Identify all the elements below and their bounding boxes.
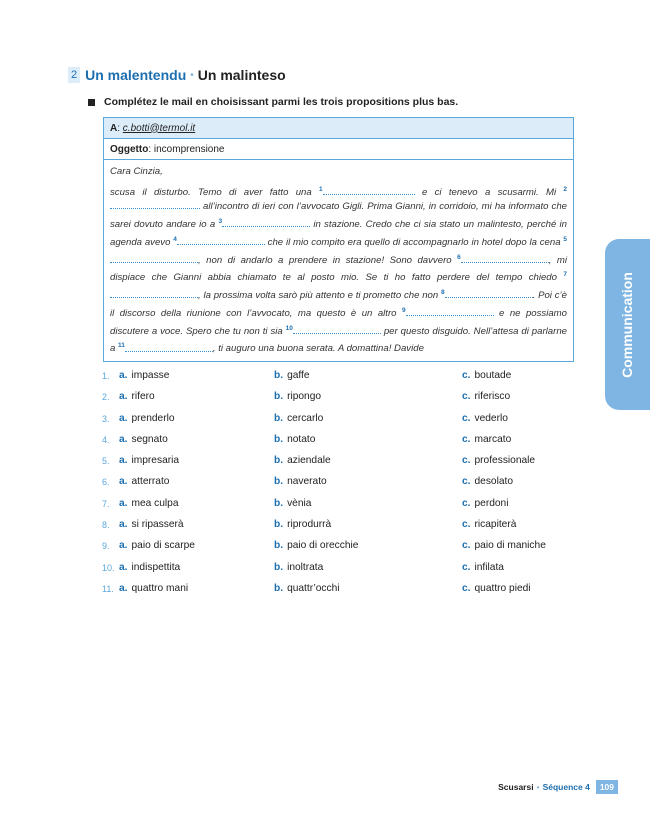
option-a[interactable] <box>119 455 179 466</box>
mail-segment: in stazione. Credo che ci sia stato un malintesto, perché in agenda avevo <box>110 219 567 248</box>
choice-row <box>102 562 562 583</box>
answer-blank[interactable] <box>177 236 265 245</box>
answer-blank[interactable] <box>110 254 198 263</box>
mail-greeting: Cara Cinzia, <box>110 166 163 177</box>
option-text: impasse <box>131 370 170 381</box>
option-letter: b. <box>274 519 284 531</box>
option-b[interactable] <box>274 370 310 381</box>
blank-number: 6 <box>457 253 461 261</box>
option-a[interactable] <box>119 391 155 402</box>
option-c[interactable] <box>462 455 535 466</box>
choice-number: 11. <box>102 583 114 594</box>
option-letter: b. <box>274 540 284 552</box>
blank-number: 1 <box>319 185 323 193</box>
mail-text <box>110 183 567 358</box>
option-a[interactable] <box>119 583 188 594</box>
footer-unit: Scusarsi <box>498 782 534 792</box>
mail-segment: e ci tenevo a scusarmi. Mi <box>414 186 564 198</box>
option-a[interactable] <box>119 476 169 487</box>
option-letter: c. <box>462 455 471 467</box>
option-c[interactable] <box>462 476 513 487</box>
answer-blank[interactable] <box>110 289 198 298</box>
option-c[interactable] <box>462 498 509 509</box>
blank-number: 7 <box>563 271 567 279</box>
option-letter: a. <box>119 519 128 531</box>
blank-number: 9 <box>401 306 406 314</box>
answer-blank[interactable] <box>125 343 213 352</box>
option-letter: a. <box>119 582 128 594</box>
option-b[interactable] <box>274 391 321 402</box>
subject-label: Oggetto <box>110 143 149 155</box>
option-letter: c. <box>462 476 471 488</box>
mail-segment: scusa il disturbo. Temo di aver fatto una <box>110 186 320 198</box>
option-letter: c. <box>462 582 471 594</box>
option-text: marcato <box>474 433 512 445</box>
option-letter: a. <box>119 540 128 552</box>
choice-row <box>102 391 562 412</box>
option-text: si ripasserà <box>131 519 184 531</box>
title-separator: • <box>190 69 194 81</box>
option-a[interactable] <box>119 519 184 530</box>
exercise-number: 2 <box>68 67 80 83</box>
option-c[interactable] <box>462 370 511 381</box>
option-letter: b. <box>274 412 284 424</box>
option-text: prenderlo <box>131 412 175 424</box>
choice-number: 2. <box>102 392 110 403</box>
option-letter: b. <box>274 497 284 509</box>
title-italian: Un malinteso <box>197 67 286 83</box>
option-c[interactable] <box>462 562 504 573</box>
option-text: indispettita <box>131 561 181 573</box>
option-letter: c. <box>462 540 471 552</box>
option-text: quattro mani <box>131 582 189 594</box>
option-text: riferisco <box>474 391 511 403</box>
option-text: naverato <box>287 476 327 488</box>
option-letter: c. <box>462 519 471 531</box>
option-text: atterrato <box>131 476 170 488</box>
option-text: paio di maniche <box>474 540 546 552</box>
option-b[interactable] <box>274 519 331 530</box>
blank-number: 5 <box>563 235 567 243</box>
blank-number: 11 <box>118 342 125 350</box>
option-letter: b. <box>274 582 284 594</box>
option-text: vederlo <box>474 412 508 424</box>
option-letter: c. <box>462 561 471 573</box>
choice-number: 5. <box>102 456 110 467</box>
option-letter: b. <box>274 455 284 467</box>
option-letter: a. <box>119 561 128 573</box>
answer-blank[interactable] <box>445 289 533 298</box>
option-text: boutade <box>474 370 512 381</box>
option-c[interactable] <box>462 540 546 551</box>
option-c[interactable] <box>462 391 510 402</box>
option-letter: c. <box>462 370 471 381</box>
option-b[interactable] <box>274 583 340 594</box>
mail-segment: , mi dispiace che Gianni abbia chiamato te al posto mio. Se ti ho fatto perdere del tempo chiedo <box>110 254 567 284</box>
email-box <box>103 117 574 362</box>
choice-row <box>102 413 562 434</box>
choice-row <box>102 455 562 476</box>
option-letter: a. <box>119 433 128 445</box>
page-number: 109 <box>596 780 618 794</box>
side-tab-label: Communication <box>619 272 635 378</box>
option-text: infilata <box>474 561 504 573</box>
choice-number: 7. <box>102 498 110 509</box>
choice-number: 1. <box>102 371 110 381</box>
answer-blank[interactable] <box>461 254 549 263</box>
option-text: mea culpa <box>131 497 179 509</box>
footer-separator: • <box>536 782 540 792</box>
choice-row <box>102 476 562 497</box>
option-text: aziendale <box>287 455 331 467</box>
option-b[interactable] <box>274 562 323 573</box>
option-b[interactable] <box>274 455 331 466</box>
option-b[interactable] <box>274 413 323 424</box>
mail-segment: all’incontro di ieri con l’avvocato Gigli. Prima Gianni, in corridoio, mi ha informato che sarei dovuto andare io a <box>110 201 567 231</box>
option-a[interactable] <box>119 498 179 509</box>
mail-segment: , non di andarlo a prendere in stazione! Sono davvero <box>198 254 458 266</box>
choice-row <box>102 540 562 561</box>
choice-number: 6. <box>102 477 110 488</box>
option-text: inoltrata <box>287 561 324 573</box>
page-footer <box>498 780 618 794</box>
option-letter: a. <box>119 476 128 488</box>
option-letter: b. <box>274 433 284 445</box>
option-letter: a. <box>119 370 128 381</box>
option-a[interactable] <box>119 413 175 424</box>
option-letter: c. <box>462 497 471 509</box>
exercise-title <box>68 67 286 83</box>
choice-row <box>102 498 562 519</box>
option-text: notato <box>287 433 316 445</box>
option-text: paio di scarpe <box>131 540 195 552</box>
mail-body <box>104 160 573 361</box>
choice-number: 10. <box>102 562 115 573</box>
option-text: rifero <box>131 391 155 403</box>
option-letter: a. <box>119 391 128 403</box>
square-bullet-icon <box>88 99 95 106</box>
choice-row <box>102 519 562 540</box>
mail-segment: , la prossima volta sarò più attento e ti prometto che non <box>198 290 441 302</box>
option-b[interactable] <box>274 498 311 509</box>
choices-list <box>102 370 562 604</box>
option-a[interactable] <box>119 434 168 445</box>
option-c[interactable] <box>462 583 531 594</box>
blank-number: 8 <box>441 289 445 297</box>
answer-blank[interactable] <box>110 200 200 209</box>
option-b[interactable] <box>274 540 358 551</box>
mail-segment: per questo disguido. Nell’attesa di parlarne a <box>110 325 567 355</box>
option-letter: c. <box>462 391 471 403</box>
choice-number: 9. <box>102 541 110 552</box>
option-letter: b. <box>274 476 284 488</box>
option-text: riprodurrà <box>287 519 332 531</box>
option-text: cercarlo <box>287 412 324 424</box>
footer-sequence: Séquence 4 <box>542 782 590 792</box>
option-text: professionale <box>474 455 536 467</box>
answer-blank[interactable] <box>293 325 381 334</box>
option-a[interactable] <box>119 562 180 573</box>
option-letter: b. <box>274 561 284 573</box>
instruction-text: Complétez le mail en choisissant parmi les trois propositions plus bas. <box>104 96 459 108</box>
section-side-tab <box>605 239 650 410</box>
title-french: Un malentendu <box>85 67 187 83</box>
option-letter: b. <box>274 370 284 381</box>
instruction <box>88 96 458 108</box>
answer-blank[interactable] <box>323 186 415 195</box>
choice-number: 3. <box>102 413 110 424</box>
option-letter: a. <box>119 497 128 509</box>
option-text: ripongo <box>287 391 322 403</box>
choice-number: 8. <box>102 520 110 531</box>
answer-blank[interactable] <box>222 218 310 227</box>
mail-subject-row: Oggetto : incomprensione <box>104 139 573 160</box>
to-label: A <box>110 122 118 134</box>
option-text: vènia <box>287 497 312 509</box>
option-c[interactable] <box>462 413 508 424</box>
blank-number: 10 <box>285 324 293 332</box>
blank-number: 2 <box>563 185 568 193</box>
subject-value: incomprensione <box>153 143 225 155</box>
choice-row <box>102 583 562 604</box>
option-text: ricapiterà <box>474 519 517 531</box>
option-letter: a. <box>119 455 128 467</box>
option-a[interactable] <box>119 370 169 381</box>
blank-number: 3 <box>218 217 223 225</box>
option-text: desolato <box>474 476 514 488</box>
option-b[interactable] <box>274 434 315 445</box>
option-c[interactable] <box>462 519 516 530</box>
answer-blank[interactable] <box>406 307 494 316</box>
choice-row <box>102 434 562 455</box>
option-letter: c. <box>462 433 471 445</box>
option-letter: c. <box>462 412 471 424</box>
mail-segment: . Poi c’è il discorso della riunione con l’avvocato, ma questo è un altro <box>110 290 567 320</box>
mail-segment: e ne possiamo discutere a voce. Spero che tu non ti sia <box>110 308 567 337</box>
option-text: quattro piedi <box>474 582 531 594</box>
mail-to-row: A : c.botti@termol.it <box>104 118 573 139</box>
option-text: paio di orecchie <box>287 540 359 552</box>
option-text: quattr’occhi <box>287 582 340 594</box>
option-text: segnato <box>131 433 168 445</box>
blank-number: 4 <box>173 235 177 243</box>
to-address: c.botti@termol.it <box>122 122 196 134</box>
option-b[interactable] <box>274 476 327 487</box>
option-text: perdoni <box>474 497 509 509</box>
option-c[interactable] <box>462 434 511 445</box>
option-a[interactable] <box>119 540 195 551</box>
choice-row <box>102 370 562 391</box>
option-text: impresaria <box>131 455 180 467</box>
mail-segment: , ti auguro una buona serata. A domattina! Davide <box>212 343 424 355</box>
option-letter: a. <box>119 412 128 424</box>
choice-number: 4. <box>102 434 110 445</box>
mail-segment: che il mio compito era quello di accompagnarlo in hotel dopo la cena <box>264 236 564 248</box>
option-letter: b. <box>274 391 284 403</box>
option-text: gaffe <box>287 370 310 381</box>
